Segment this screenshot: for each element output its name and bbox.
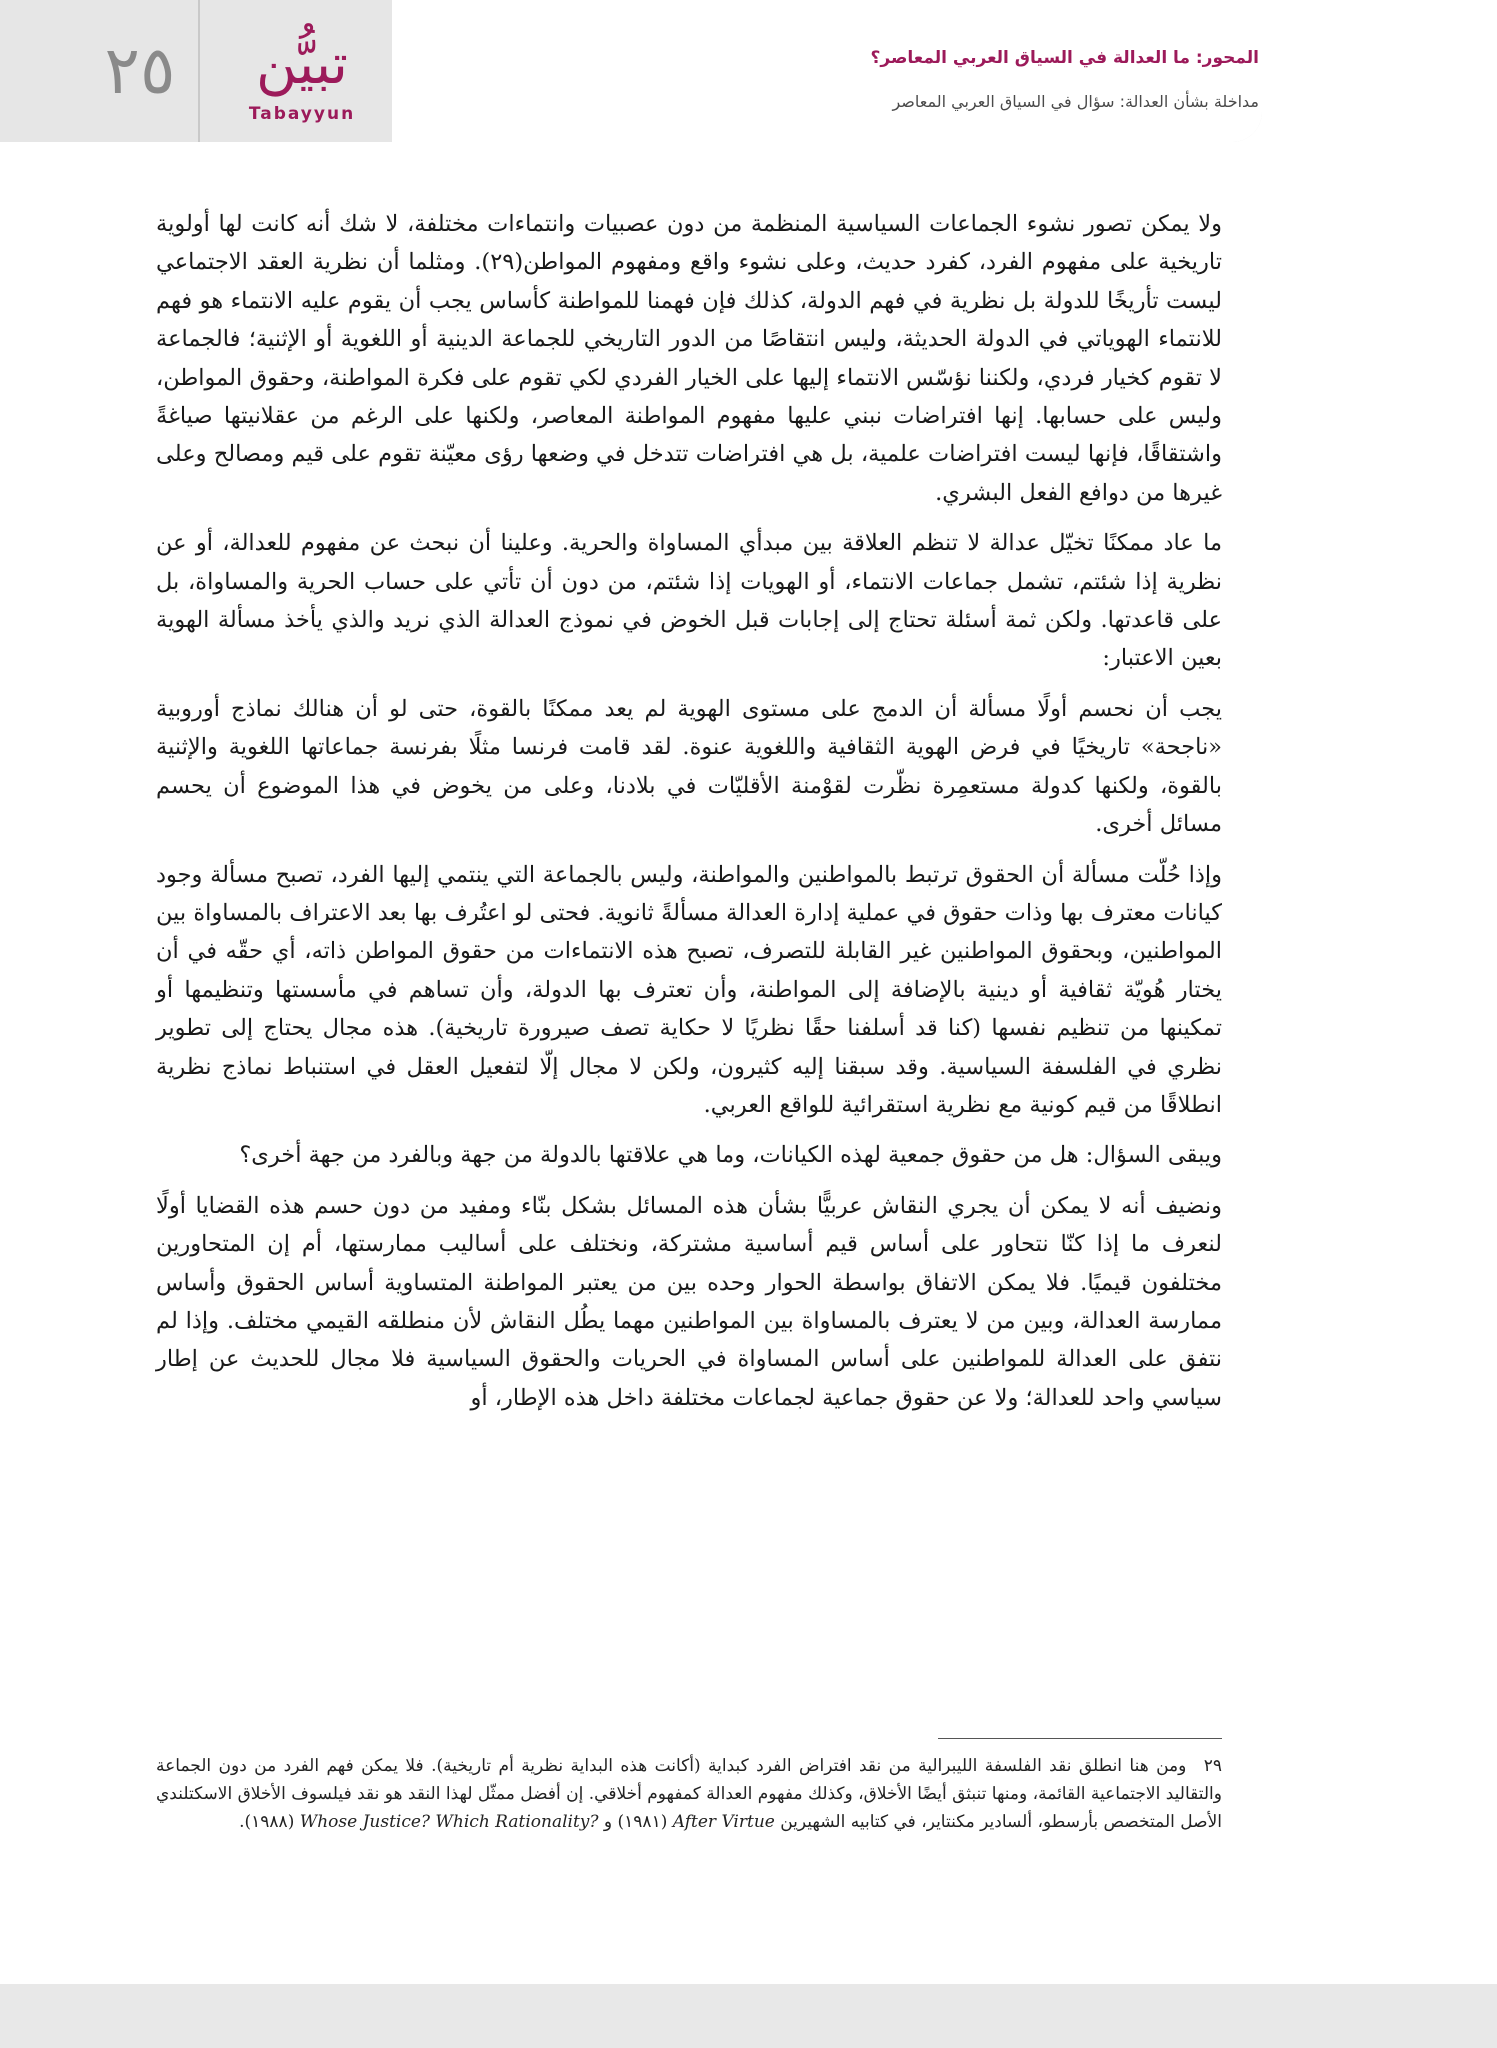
article-title: مداخلة بشأن العدالة: سؤال في السياق العربي المعاصر <box>892 92 1259 111</box>
footnote-year: (١٩٨١) و <box>603 1812 668 1832</box>
paragraph: وإذا حُلّت مسألة أن الحقوق ترتبط بالمواطنين والمواطنة، وليس بالجماعة التي ينتمي إليها الفرد، تصبح مسألة وجود كيانات معترف بها وذات حقوق في عملية إدارة العدالة مسألةً ثانوية. فحتى لو اعتُرف بها بعد الاعتراف بالمساواة بين المواطنين، وبحقوق المواطنين غير القابلة للتصرف، تصبح هذه الانتماءات من حقوق المواطن ذاته، أي حقّه في أن يختار هُويّة ثقافية أو دينية بالإضافة إلى المواطنة، وأن تعترف بها الدولة، وأن تساهم في مأسستها وتنظيمها أو تمكينها من تنظيم نفسها (كنا قد أسلفنا حقًا نظريًا لا حكاية تصف صيرورة تاريخية). هذه مجال يحتاج إلى تطوير نظري في الفلسفة السياسية. وقد سبقنا إليه كثيرون، ولكن لا مجال إلّا لتفعيل العقل في استنباط نماذج نظرية انطلاقًا من قيم كونية مع نظرية استقرائية للواقع العربي. <box>156 861 1222 1118</box>
footnote-year: (١٩٨٨). <box>239 1812 295 1832</box>
footnote-rule <box>938 1738 1222 1739</box>
logo-arabic: تبيُّن <box>255 32 348 97</box>
paragraph: ونضيف أنه لا يمكن أن يجري النقاش عربيًّا بشأن هذه المسائل بشكل بنّاء ومفيد من دون حسم هذه القضايا أولًا لنعرف ما إذا كنّا نتحاور على أساس قيم أساسية مشتركة، ونختلف على أساليب ممارستها، أم إن المتحاورين مختلفون قيميًا. فلا يمكن الاتفاق بواسطة الحوار وحده بين من يعتبر المواطنة المتساوية أساس الحقوق وأساس ممارسة العدالة، وبين من لا يعترف بالمساواة بين المواطنين مهما يطُل النقاش لأن منطلقه القيمي مختلف. وإذا لم نتفق على العدالة للمواطنين على أساس المساواة في الحريات والحقوق السياسية فلا مجال للحديث عن إطار سياسي واحد للعدالة؛ ولا عن حقوق جماعية لجماعات مختلفة داخل هذه الإطار، أو <box>156 1192 1222 1411</box>
page-number: ٢٥ <box>104 32 176 109</box>
footnote-text: ومن هنا انطلق نقد الفلسفة الليبرالية من نقد افتراض الفرد كبداية (أكانت هذه البداية نظرية أم تاريخية). فلا يمكن فهم الفرد من دون الجماعة والتقاليد الاجتماعية القائمة، ومنها تنبثق أيضًا الأخلاق، وكذلك مفهوم العدالة كمفهوم أخلاقي. إن أفضل ممثّل لهذا النقد هو نقد فيلسوف الأخلاق الاسكتلندي الأصل المتخصص بأرسطو، ألسادير مكنتاير، في كتابيه الشهيرين <box>156 1756 1222 1832</box>
footnote-book-title: After Virtue <box>672 1812 775 1832</box>
body-text <box>156 205 1222 1429</box>
footnote <box>156 1752 1222 1836</box>
page-number-box <box>0 0 198 142</box>
header-divider <box>198 0 200 142</box>
footnote-number: ٢٩ <box>1203 1756 1222 1776</box>
footer-band <box>0 1984 1497 2048</box>
journal-logo <box>212 30 392 130</box>
footnote-book-title: Whose Justice? Which Rationality? <box>299 1812 599 1832</box>
section-title: المحور: ما العدالة في السياق العربي المعاصر؟ <box>870 48 1259 68</box>
paragraph: يجب أن نحسم أولًا مسألة أن الدمج على مستوى الهوية لم يعد ممكنًا بالقوة، حتى لو أن هنالك نماذج أوروبية «ناجحة» تاريخيًا في فرض الهوية الثقافية واللغوية عنوة. لقد قامت فرنسا مثلًا بفرنسة جماعاتها اللغوية والإثنية بالقوة، ولكنها كدولة مستعمِرة نظّرت لقوْمنة الأقليّات في بلادنا، وعلى من يخوض في هذا الموضوع أن يحسم مسائل أخرى. <box>156 695 1222 838</box>
header-title-area <box>392 0 1262 142</box>
logo-latin: Tabayyun <box>248 104 356 124</box>
paragraph: ولا يمكن تصور نشوء الجماعات السياسية المنظمة من دون عصبيات وانتماءات مختلفة، لا شك أنه كانت لها أولوية تاريخية على مفهوم الفرد، كفرد حديث، وعلى نشوء واقع ومفهوم المواطن(٢٩). ومثلما أن نظرية العقد الاجتماعي ليست تأريخًا للدولة بل نظرية في فهم الدولة، كذلك فإن فهمنا للمواطنة كأساس يجب أن يقوم عليه الانتماء هو فهم للانتماء الهوياتي في الدولة الحديثة، وليس انتقاصًا من الدور التاريخي للجماعة الدينية أو اللغوية أو الإثنية؛ فالجماعة لا تقوم كخيار فردي، ولكننا نؤسّس الانتماء إليها على الخيار الفردي لكي تقوم على فكرة المواطنة، وحقوق المواطن، وليس على حسابها. إنها افتراضات نبني عليها مفهوم المواطنة المعاصر، ولكنها على الرغم من عقلانيتها صياغةً واشتقاقًا، فإنها ليست افتراضات علمية، بل هي افتراضات تتدخل في وضعها رؤى معيّنة تقوم على قيم ومصالح وعلى غيرها من دوافع الفعل البشري. <box>156 211 1223 506</box>
paragraph: ويبقى السؤال: هل من حقوق جمعية لهذه الكيانات، وما هي علاقتها بالدولة من جهة وبالفرد من جهة أخرى؟ <box>239 1142 1222 1169</box>
paragraph: ما عاد ممكنًا تخيّل عدالة لا تنظم العلاقة بين مبدأي المساواة والحرية. وعلينا أن نبحث عن مفهوم للعدالة، أو عن نظرية إذا شئتم، تشمل جماعات الانتماء، أو الهويات إذا شئتم، من دون أن تأتي على حساب الحرية والمساواة، بل على قاعدتها. ولكن ثمة أسئلة تحتاج إلى إجابات قبل الخوض في نموذج العدالة الذي نريد والذي يأخذ مسألة الهوية بعين الاعتبار: <box>156 530 1222 672</box>
